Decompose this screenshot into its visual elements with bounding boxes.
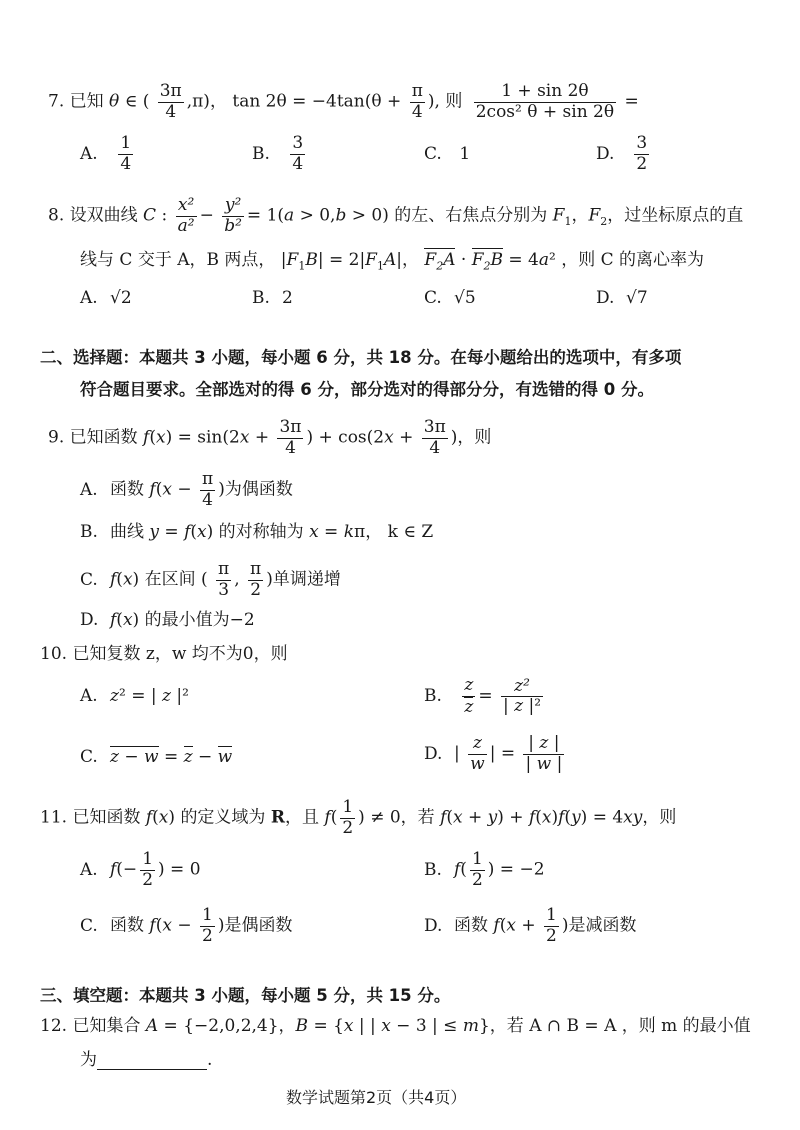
answer-blank[interactable] (97, 1051, 207, 1070)
question-7: 7. 已知 θ ∈ ( $\frac{3\pi}{4}$ ,π)， tan 2θ = −4tan(θ + $\frac{\pi}{4}$ ), 则 $\frac{1 + \sin 2\theta}{\text{2cos² θ + sin 2θ}}$ = (48, 81, 639, 122)
option-a: A. √2 (80, 288, 132, 308)
question-10-option-c: C. z − w = z − w (80, 747, 233, 767)
question-11-option-a: A. f(− $\frac{1}{2}$ ) = 0 (80, 849, 201, 890)
question-8-options (80, 288, 720, 312)
question-10-option-d: D. | $\frac{z}{w}$ | = $\frac{| z |}{| w |}$ (424, 733, 563, 774)
question-number: 8. (48, 205, 65, 226)
question-number: 11. (40, 807, 68, 828)
option-b: B. $\frac{3}{4}$ (252, 133, 304, 174)
fraction-pi-4: $\frac{\pi}{4}$ (411, 81, 423, 122)
page-footer: 数学试题第2页（共4页） (286, 1088, 467, 1107)
question-9-option-b: B. 曲线 y = f(x) 的对称轴为 x = kπ， k ∈ Z (80, 522, 434, 542)
question-9-option-a: A. 函数 f(x − $\frac{\pi}{4}$ )为偶函数 (80, 469, 293, 510)
section-2-heading: 二、选择题：本题共 3 小题，每小题 6 分，共 18 分。在每小题给出的选项中，有多项 (40, 348, 682, 367)
question-11-option-b: B. f( $\frac{1}{2}$ ) = −2 (424, 849, 545, 890)
question-8-line2: 线与 C 交于 A，B 两点， $|F_1B| = 2|F_1A|$， $F_2A \cdot F_2B = 4a^2$ ，则 C 的离心率为 (80, 250, 705, 273)
question-number: 9. (48, 427, 65, 448)
question-10-option-b: B. $\frac{z}{z}$ = $\frac{\text{z²}}{\text{| z |²}}$ (424, 675, 542, 717)
tan-equation: tan 2θ = −4tan(θ + (232, 91, 402, 112)
target-expression: $\frac{1 + \sin 2\theta}{\text{2cos² θ + sin 2θ}}$ (475, 81, 615, 122)
option-d: D. √7 (596, 288, 648, 308)
section-3-heading: 三、填空题：本题共 3 小题，每小题 5 分，共 15 分。 (40, 986, 451, 1005)
question-11: 11. 已知函数 f(x) 的定义域为 R，且 f( $\frac{1}{2}$ ) ≠ 0，若 f(x + y) + f(x)f(y) = 4xy，则 (40, 797, 677, 838)
option-c: C. √5 (424, 288, 476, 308)
question-9-option-d: D. f(x) 的最小值为−2 (80, 610, 255, 630)
question-number: 12. (40, 1016, 68, 1036)
option-b: B. 2 (252, 288, 293, 308)
question-number: 10. (40, 644, 68, 664)
fraction-3pi-4: $\frac{3\pi}{4}$ (159, 81, 182, 122)
question-12-line2: 为 . (80, 1050, 213, 1070)
question-10: 10. 已知复数 z，w 均不为0，则 (40, 644, 288, 664)
question-9: 9. 已知函数 f(x) = sin(2x + $\frac{3\pi}{4}$ ) + cos(2x + $\frac{3\pi}{4}$ )，则 (48, 417, 492, 458)
question-8-line1: 8. 设双曲线 C : $\frac{\text{x²}}{\text{a²}}$ − $\frac{\text{y²}}{\text{b²}}$ = 1(a > 0,b > 0) 的左、右焦点分别为 $F_1$，$F_2$，过坐标原点的直 (48, 195, 744, 236)
question-9-option-c: C. f(x) 在区间 ( $\frac{\pi}{3}$ , $\frac{\pi}{2}$ )单调递增 (80, 559, 341, 600)
question-lead: 已知 (69, 91, 104, 112)
question-number: 7. (48, 91, 65, 112)
option-d: D. $\frac{3}{2}$ (596, 133, 648, 174)
option-a: A. $\frac{1}{4}$ (80, 133, 132, 174)
section-2-heading-cont: 符合题目要求。全部选对的得 6 分，部分选对的得部分分，有选错的得 0 分。 (80, 380, 654, 399)
option-c: C. 1 (424, 144, 471, 164)
question-11-option-c: C. 函数 f(x − $\frac{1}{2}$ )是偶函数 (80, 905, 293, 946)
question-12-line1: 12. 已知集合 A = {−2,0,2,4}，B = {x | | x − 3 | ≤ m}，若 A ∩ B = A ，则 m 的最小值 (40, 1016, 751, 1036)
question-11-option-d: D. 函数 f(x + $\frac{1}{2}$ )是减函数 (424, 905, 637, 946)
question-10-option-a: A. z² = | z |² (80, 686, 189, 706)
